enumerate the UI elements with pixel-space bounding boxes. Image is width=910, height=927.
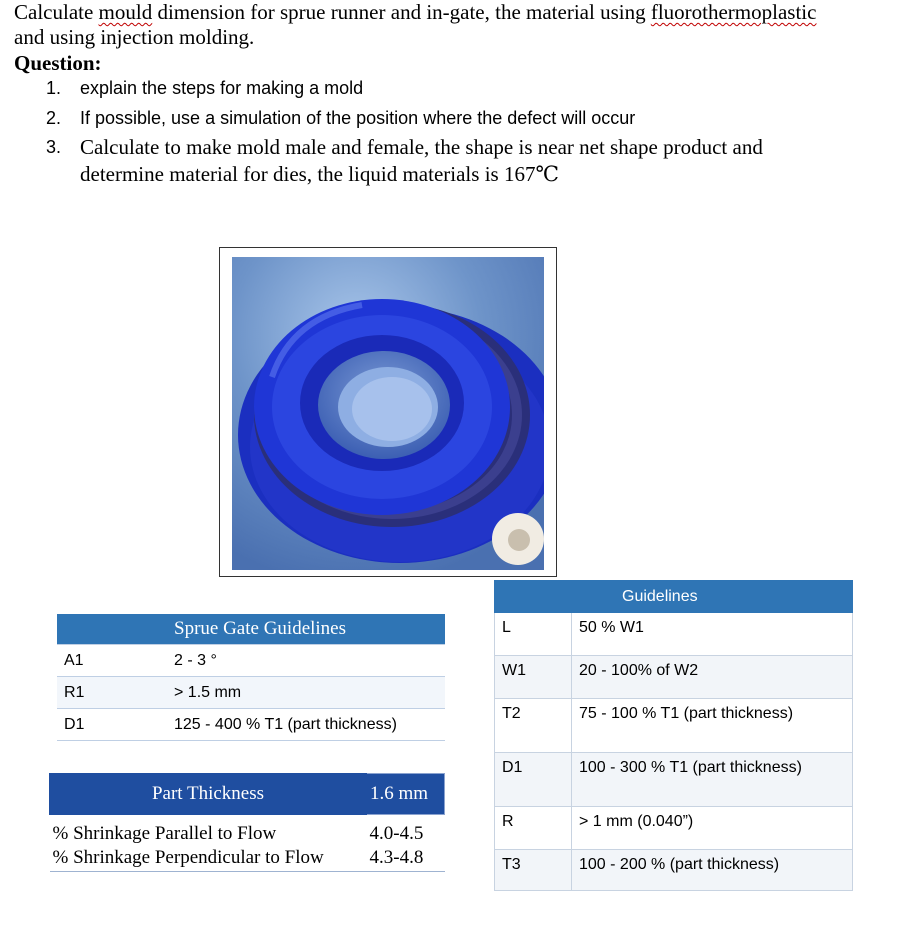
table-row: [495, 850, 853, 891]
product-photo: [232, 257, 544, 570]
param-cell: W1: [495, 656, 572, 699]
shrinkage-value: 4.3-4.8: [367, 845, 445, 872]
value-cell: 100 - 200 % (part thickness): [572, 850, 853, 891]
value-cell: 50 % W1: [572, 613, 853, 656]
shrinkage-value: 4.0-4.5: [369, 823, 424, 844]
sprue-gate-guidelines-table: [57, 614, 445, 741]
param-cell: R: [495, 807, 572, 850]
table-row: [495, 699, 853, 753]
product-photo-frame: [219, 247, 557, 577]
value-cell: > 1 mm (0.040”): [572, 807, 853, 850]
param-cell: T3: [495, 850, 572, 891]
guidelines-header: [495, 581, 853, 613]
question-text: Calculate to make mold male and female, the shape is near net shape product and: [80, 135, 763, 159]
intro-text-a: Calculate: [14, 0, 99, 24]
shrinkage-label: % Shrinkage Parallel to Flow: [52, 823, 277, 844]
guidelines-title: Guidelines: [572, 581, 853, 613]
question-text: If possible, use a simulation of the position where the defect will occur: [80, 108, 636, 128]
value-cell: 2 - 3 °: [167, 645, 445, 677]
question-number: 3.: [46, 137, 62, 157]
misspelled-word-fluorothermoplastic: fluorothermoplastic: [650, 0, 817, 24]
param-cell: A1: [57, 645, 167, 677]
param-cell: D1: [57, 709, 167, 741]
question-number: 2.: [46, 108, 62, 128]
header-spacer: [495, 581, 572, 613]
table-row: [495, 753, 853, 807]
value-cell: 20 - 100% of W2: [572, 656, 853, 699]
value-cell: 125 - 400 % T1 (part thickness): [167, 709, 445, 741]
question-text-continued: determine material for dies, the liquid materials is 167℃: [80, 162, 559, 186]
param-cell: T2: [495, 699, 572, 753]
guidelines-table: [494, 580, 853, 891]
param-cell: D1: [495, 753, 572, 807]
header-spacer: [57, 614, 167, 645]
value-cell: 100 - 300 % T1 (part thickness): [572, 753, 853, 807]
value-cell: 75 - 100 % T1 (part thickness): [572, 699, 853, 753]
question-label: Question:: [14, 51, 102, 75]
shrinkage-label: % Shrinkage Perpendicular to Flow: [50, 845, 367, 872]
part-thickness-table: [49, 773, 445, 872]
part-thickness-label: Part Thickness: [50, 774, 367, 815]
table-row: [50, 845, 445, 872]
part-table-header: [50, 774, 445, 815]
sprue-table-title: Sprue Gate Guidelines: [167, 614, 445, 645]
intro-text-c: dimension for sprue runner and in-gate, the material using: [152, 0, 651, 24]
table-row: [495, 807, 853, 850]
table-row: [57, 677, 445, 709]
question-text: explain the steps for making a mold: [80, 78, 364, 98]
table-row: [495, 656, 853, 699]
table-row: [57, 709, 445, 741]
intro-line-1: [14, 0, 816, 25]
question-number: 1.: [46, 78, 62, 98]
table-row: [50, 815, 445, 846]
sprue-table-header: [57, 614, 445, 645]
param-cell: L: [495, 613, 572, 656]
value-cell: > 1.5 mm: [167, 677, 445, 709]
part-thickness-value: 1.6 mm: [367, 774, 445, 815]
param-cell: R1: [57, 677, 167, 709]
table-row: [57, 645, 445, 677]
blue-spool-image: [232, 257, 544, 570]
table-row: [495, 613, 853, 656]
misspelled-word-mould: mould: [98, 0, 153, 24]
intro-line-2: and using injection molding.: [14, 25, 255, 49]
